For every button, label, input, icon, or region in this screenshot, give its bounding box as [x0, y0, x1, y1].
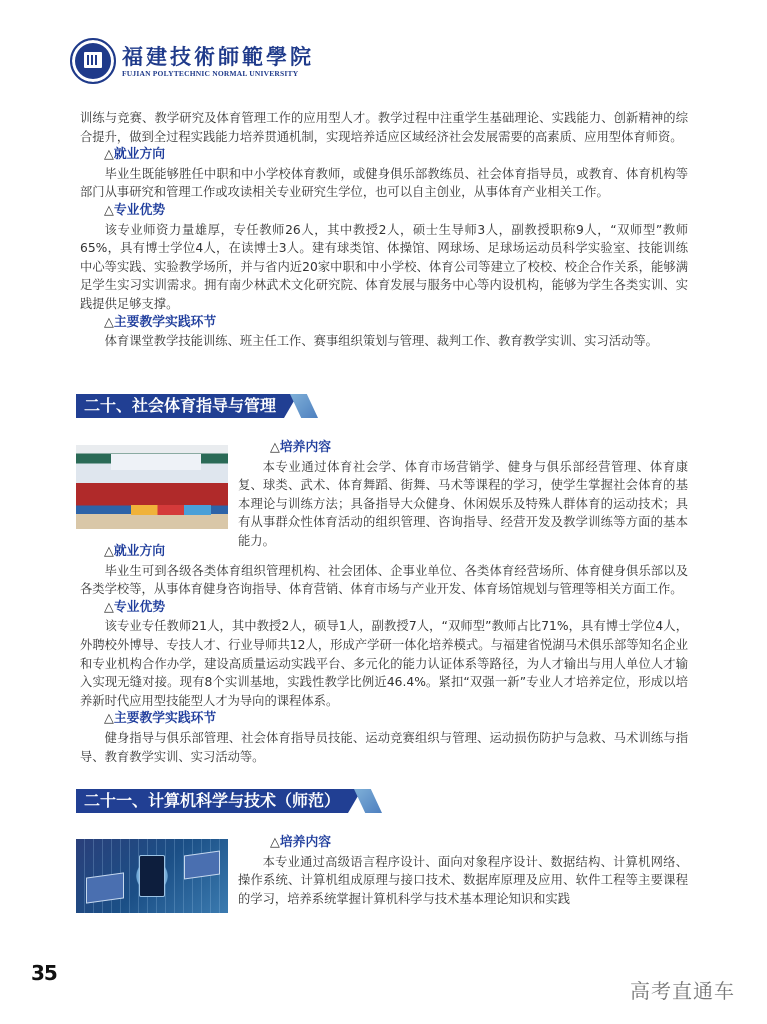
award-ceremony-photo [76, 445, 228, 529]
advantage-heading: △专业优势 [104, 202, 166, 218]
employment-heading: △就业方向 [104, 544, 166, 559]
section-20-title: 二十、社会体育指导与管理 [76, 394, 284, 418]
practice-heading: △主要教学实践环节 [104, 314, 217, 330]
training-heading: △培养内容 [270, 440, 332, 455]
section-20-training [238, 439, 688, 551]
triangle-icon: △ [270, 835, 280, 850]
triangle-icon: △ [104, 147, 114, 163]
advantage-text: 该专业专任教师21人，其中教授2人，硕导1人，副教授7人，“双师型”教师占比71%，具有博士学位4人，外聘校外博导、专技人才、行业导师共12人，形成产学研一体化培养模式。与福建省悦湖马术俱乐部等知名企业和专业机构合作办学，建设高质量运动实践平台、多元化的能力认证体系等路径，为人才输出与用人单位人才输入实现无缝对接。现有8个实训基地，实践性教学比例近46.4%。紧扣“双强一新”专业人才培养定位，形成以培养新时代应用型技能型人才为导向的课程体系。 [80, 619, 688, 708]
employment-text: 毕业生可到各级各类体育组织管理机构、社会团体、企事业单位、各类体育经营场所、体育健身俱乐部以及各类学校等，从事体育健身咨询指导、体育营销、体育市场与产业开发、体育场馆规划与管理等相关方面工作。 [80, 563, 688, 597]
training-heading: △培养内容 [270, 835, 332, 850]
banner-tail-decoration [284, 394, 334, 418]
page-number: 35 [31, 961, 57, 985]
practice-text: 健身指导与俱乐部管理、社会体育指导员技能、运动竞赛组织与管理、运动损伤防护与急救、马术训练与指导、教育教学实训、实习活动等。 [80, 730, 688, 764]
section-21-training [238, 834, 688, 908]
triangle-icon: △ [104, 314, 114, 330]
triangle-icon: △ [104, 711, 114, 727]
practice-text: 体育课堂教学技能训练、班主任工作、赛事组织策划与管理、裁判工作、教育教学实训、实习活动等。 [104, 334, 658, 349]
section-20-banner [76, 394, 334, 418]
intro-continued: 训练与竞赛、教学研究及体育管理工作的应用型人才。教学过程中注重学生基础理论、实践能力、创新精神的综合提升，做到全过程实践能力培养贯通机制，实现培养适应区域经济社会发展需要的高素质、应用型体育师资。 [80, 111, 688, 144]
section-21-banner [76, 789, 398, 813]
employment-text: 毕业生既能够胜任中职和中小学校体育教师，或健身俱乐部教练员、社会体育指导员，或教育、体育机构等部门从事研究和管理工作或攻读相关专业研究生学位，也可以自主创业，从事体育产业相关工作。 [80, 166, 688, 200]
triangle-icon: △ [270, 440, 280, 455]
triangle-icon: △ [104, 544, 114, 559]
advantage-text: 该专业师资力量雄厚，专任教师26人，其中教授2人，硕士生导师3人，副教授职称9人，“双师型”教师65%，具有博士学位4人，在读博士3人。建有球类馆、体操馆、网球场、足球场运动员科学实验室、技能训练中心等实践、实验教学场所，并与省内近20家中职和中小学校、体育公司等建立了校校、校企合作关系，能够满足学生实习实训需求。拥有南少林武术文化研究院、体育发展与服务中心等内设机构，能够为学生各类实训、实践提供足够支撑。 [80, 222, 688, 311]
top-section [80, 109, 688, 351]
advantage-heading: △专业优势 [104, 599, 166, 615]
school-name-en: FUJIAN POLYTECHNIC NORMAL UNIVERSITY [122, 68, 299, 78]
watermark: 高考直通车 [630, 979, 735, 1003]
banner-tail-decoration [348, 789, 398, 813]
triangle-icon: △ [104, 202, 114, 218]
school-seal-icon [70, 38, 116, 84]
practice-heading: △主要教学实践环节 [104, 711, 217, 727]
training-text: 本专业通过体育社会学、体育市场营销学、健身与俱乐部经营管理、体育康复、球类、武术、体育舞蹈、街舞、马术等课程的学习，使学生掌握社会体育的基本理论与训练方法；具备指导大众健身、休闲娱乐及特殊人群体育的运动技术；具有从事群众性体育活动的组织管理、咨询指导、经营开发及教学训练等方面的基本能力。 [238, 459, 688, 548]
employment-heading: △就业方向 [104, 147, 166, 163]
computer-network-image [76, 839, 228, 913]
triangle-icon: △ [104, 599, 114, 615]
section-21-title: 二十一、计算机科学与技术（师范） [76, 789, 348, 813]
section-20-body [80, 543, 688, 766]
school-logo [70, 38, 314, 84]
school-name-cn: 福建技術師範學院 [122, 43, 314, 69]
training-text: 本专业通过高级语言程序设计、面向对象程序设计、数据结构、计算机网络、操作系统、计算机组成原理与接口技术、数据库原理及应用、软件工程等主要课程的学习，培养系统掌握计算机科学与技术基本理论知识和实践 [238, 854, 688, 906]
